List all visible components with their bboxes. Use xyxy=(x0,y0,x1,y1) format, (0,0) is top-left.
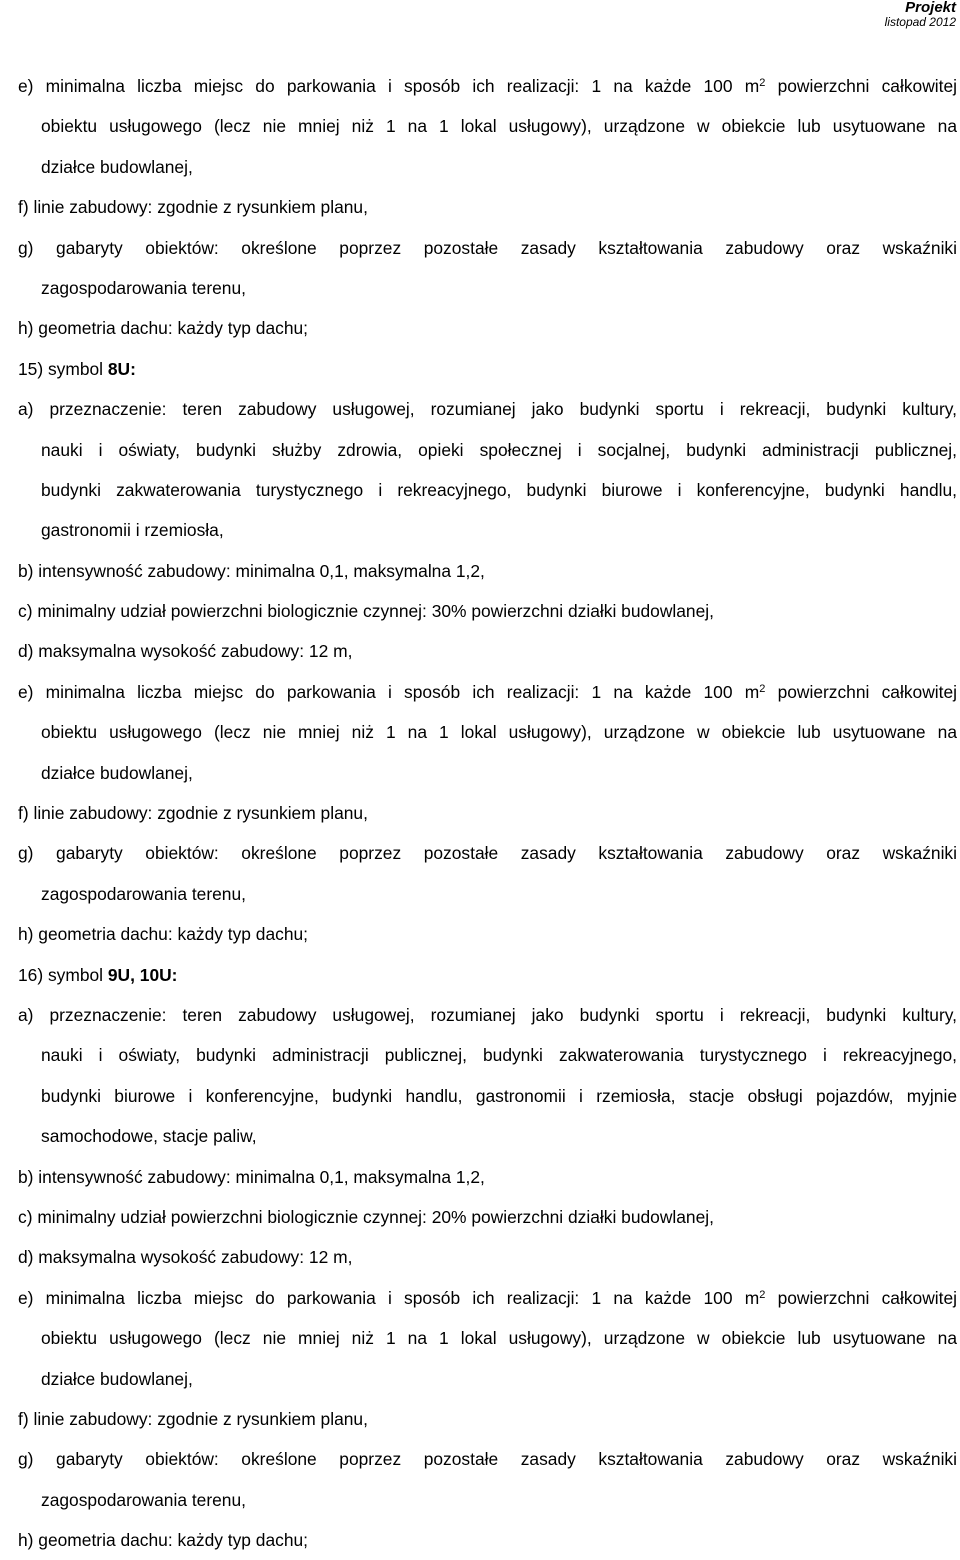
item-a-line-2: nauki i oświaty, budynki administracji publicznej, budynki zakwaterowania turystycznego i rekreacyjnego, xyxy=(41,1045,957,1066)
item-g-line-2: zagospodarowania terenu, xyxy=(41,883,246,904)
item-b: b) intensywność zabudowy: minimalna 0,1, maksymalna 1,2, xyxy=(18,560,485,581)
item-c: c) minimalny udział powierzchni biologicznie czynnej: 30% powierzchni działki budowlanej, xyxy=(18,601,714,622)
item-a-line-4: samochodowe, stacje paliw, xyxy=(41,1126,257,1147)
item-d: d) maksymalna wysokość zabudowy: 12 m, xyxy=(18,641,353,662)
page-header xyxy=(885,0,956,28)
symbol-code: 9U, 10U: xyxy=(107,964,178,985)
item-e-line-1: e) minimalna liczba miejsc do parkowania i sposób ich realizacji: 1 na każde 100 $m^2$ powierzchni całkowitej xyxy=(18,1287,957,1308)
item-e-line-1: e) minimalna liczba miejsc do parkowania i sposób ich realizacji: 1 na każde 100 $m^2$ powierzchni całkowitej xyxy=(18,681,957,702)
item-d: d) maksymalna wysokość zabudowy: 12 m, xyxy=(18,1247,353,1268)
item-e-line-2: obiektu usługowego (lecz nie mniej niż 1 na 1 lokal usługowy), urządzone w obiekcie lub usytuowane na xyxy=(41,116,957,137)
section-heading-16: 16) symbol 9U, 10U: xyxy=(18,964,178,985)
item-e-line-3: działce budowlanej, xyxy=(41,156,193,177)
item-f: f) linie zabudowy: zgodnie z rysunkiem planu, xyxy=(18,197,368,218)
item-a-line-3: budynki zakwaterowania turystycznego i rekreacyjnego, budynki biurowe i konferencyjne, budynki handlu, xyxy=(41,479,957,500)
item-e-line-3: działce budowlanej, xyxy=(41,762,193,783)
item-c: c) minimalny udział powierzchni biologicznie czynnej: 20% powierzchni działki budowlanej, xyxy=(18,1206,714,1227)
item-g-line-2: zagospodarowania terenu, xyxy=(41,1489,246,1510)
item-e-line-1: e) minimalna liczba miejsc do parkowania i sposób ich realizacji: 1 na każde 100 $m^2$ powierzchni całkowitej xyxy=(18,76,957,96)
item-a-line-2: nauki i oświaty, budynki służby zdrowia, opieki społecznej i socjalnej, budynki administracji publicznej, xyxy=(41,439,957,460)
item-a-line-1: a) przeznaczenie: teren zabudowy usługowej, rozumianej jako budynki sportu i rekreacji, budynki kultury, xyxy=(18,1004,957,1025)
item-h: h) geometria dachu: każdy typ dachu; xyxy=(18,1530,309,1551)
item-e-line-2: obiektu usługowego (lecz nie mniej niż 1 na 1 lokal usługowy), urządzone w obiekcie lub usytuowane na xyxy=(41,722,957,743)
item-h: h) geometria dachu: każdy typ dachu; xyxy=(18,924,309,945)
item-a-line-3: budynki biurowe i konferencyjne, budynki handlu, gastronomii i rzemiosła, stacje obsługi pojazdów, myjnie xyxy=(41,1085,957,1106)
item-f: f) linie zabudowy: zgodnie z rysunkiem planu, xyxy=(18,1408,368,1429)
item-a-line-1: a) przeznaczenie: teren zabudowy usługowej, rozumianej jako budynki sportu i rekreacji, budynki kultury, xyxy=(18,399,957,420)
item-g-line-1: g) gabaryty obiektów: określone poprzez pozostałe zasady kształtowania zabudowy oraz wskaźniki xyxy=(18,237,957,258)
item-e-line-3: działce budowlanej, xyxy=(41,1368,193,1389)
item-g-line-1: g) gabaryty obiektów: określone poprzez pozostałe zasady kształtowania zabudowy oraz wskaźniki xyxy=(18,1449,957,1470)
document-status: Projekt xyxy=(905,0,956,16)
item-e-line-2: obiektu usługowego (lecz nie mniej niż 1 na 1 lokal usługowy), urządzone w obiekcie lub usytuowane na xyxy=(41,1328,957,1349)
document-body xyxy=(18,66,957,1560)
document-date: listopad 2012 xyxy=(884,14,956,29)
item-f: f) linie zabudowy: zgodnie z rysunkiem planu, xyxy=(18,803,368,824)
item-h: h) geometria dachu: każdy typ dachu; xyxy=(18,318,309,339)
item-g-line-2: zagospodarowania terenu, xyxy=(41,277,246,298)
item-a-line-4: gastronomii i rzemiosła, xyxy=(41,520,224,541)
item-g-line-1: g) gabaryty obiektów: określone poprzez pozostałe zasady kształtowania zabudowy oraz wskaźniki xyxy=(18,843,957,864)
section-heading-15: 15) symbol 8U: xyxy=(18,358,136,379)
symbol-code: 8U: xyxy=(107,358,136,379)
item-b: b) intensywność zabudowy: minimalna 0,1, maksymalna 1,2, xyxy=(18,1166,485,1187)
